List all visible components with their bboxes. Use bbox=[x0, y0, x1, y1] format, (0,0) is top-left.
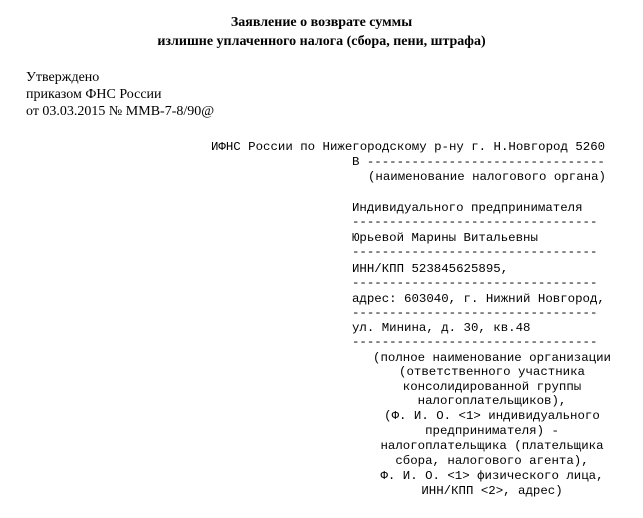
document-title-line-1: Заявление о возврате суммы bbox=[230, 15, 413, 30]
inn-kpp-line: ИНН/КПП 523845625895, bbox=[352, 262, 509, 276]
document-title-line-2: излишне уплаченного налога (сбора, пени, штрафа) bbox=[157, 34, 486, 49]
caption-line: Ф. И. О. <1> физического лица, bbox=[380, 469, 604, 483]
tax-authority-to-line: В -------------------------------- bbox=[352, 155, 605, 169]
address-line-2: ул. Минина, д. 30, кв.48 bbox=[352, 321, 531, 335]
tax-authority-value: ИФНС России по Нижегородскому р-ну г. Н.Новгород 5260 bbox=[211, 140, 606, 154]
applicant-line-1: Индивидуального предпринимателя bbox=[352, 201, 583, 215]
separator-line: --------------------------------- bbox=[352, 306, 598, 320]
caption-line: консолидированной группы bbox=[402, 380, 582, 394]
caption-line: предпринимателя) - bbox=[425, 424, 559, 438]
address-line-1: адрес: 603040, г. Нижний Новгород, bbox=[352, 292, 605, 306]
caption-line: налогоплательщика (плательщика bbox=[380, 439, 604, 453]
approval-line-1: Утверждено bbox=[26, 70, 100, 85]
separator-line: --------------------------------- bbox=[352, 276, 598, 290]
approval-note bbox=[26, 69, 214, 120]
caption-line: ИНН/КПП <2>, адрес) bbox=[421, 484, 563, 498]
caption-line: налогоплательщиков), bbox=[417, 394, 567, 408]
approval-line-3: от 03.03.2015 № ММВ-7-8/90@ bbox=[26, 104, 215, 119]
caption-line: сбора, налогового агента), bbox=[395, 454, 589, 468]
separator-line: --------------------------------- bbox=[352, 215, 598, 229]
separator-line: --------------------------------- bbox=[352, 245, 598, 259]
applicant-line-2: Юрьевой Марины Витальевны bbox=[352, 231, 538, 245]
caption-line: (Ф. И. О. <1> индивидуального bbox=[384, 409, 600, 423]
caption-line: (ответственного участника bbox=[399, 365, 585, 379]
caption-line: (полное наименование организации bbox=[373, 351, 611, 365]
separator-line: --------------------------------- bbox=[352, 335, 598, 349]
approval-line-2: приказом ФНС России bbox=[26, 87, 162, 102]
tax-authority-caption: (наименование налогового органа) bbox=[368, 170, 606, 184]
